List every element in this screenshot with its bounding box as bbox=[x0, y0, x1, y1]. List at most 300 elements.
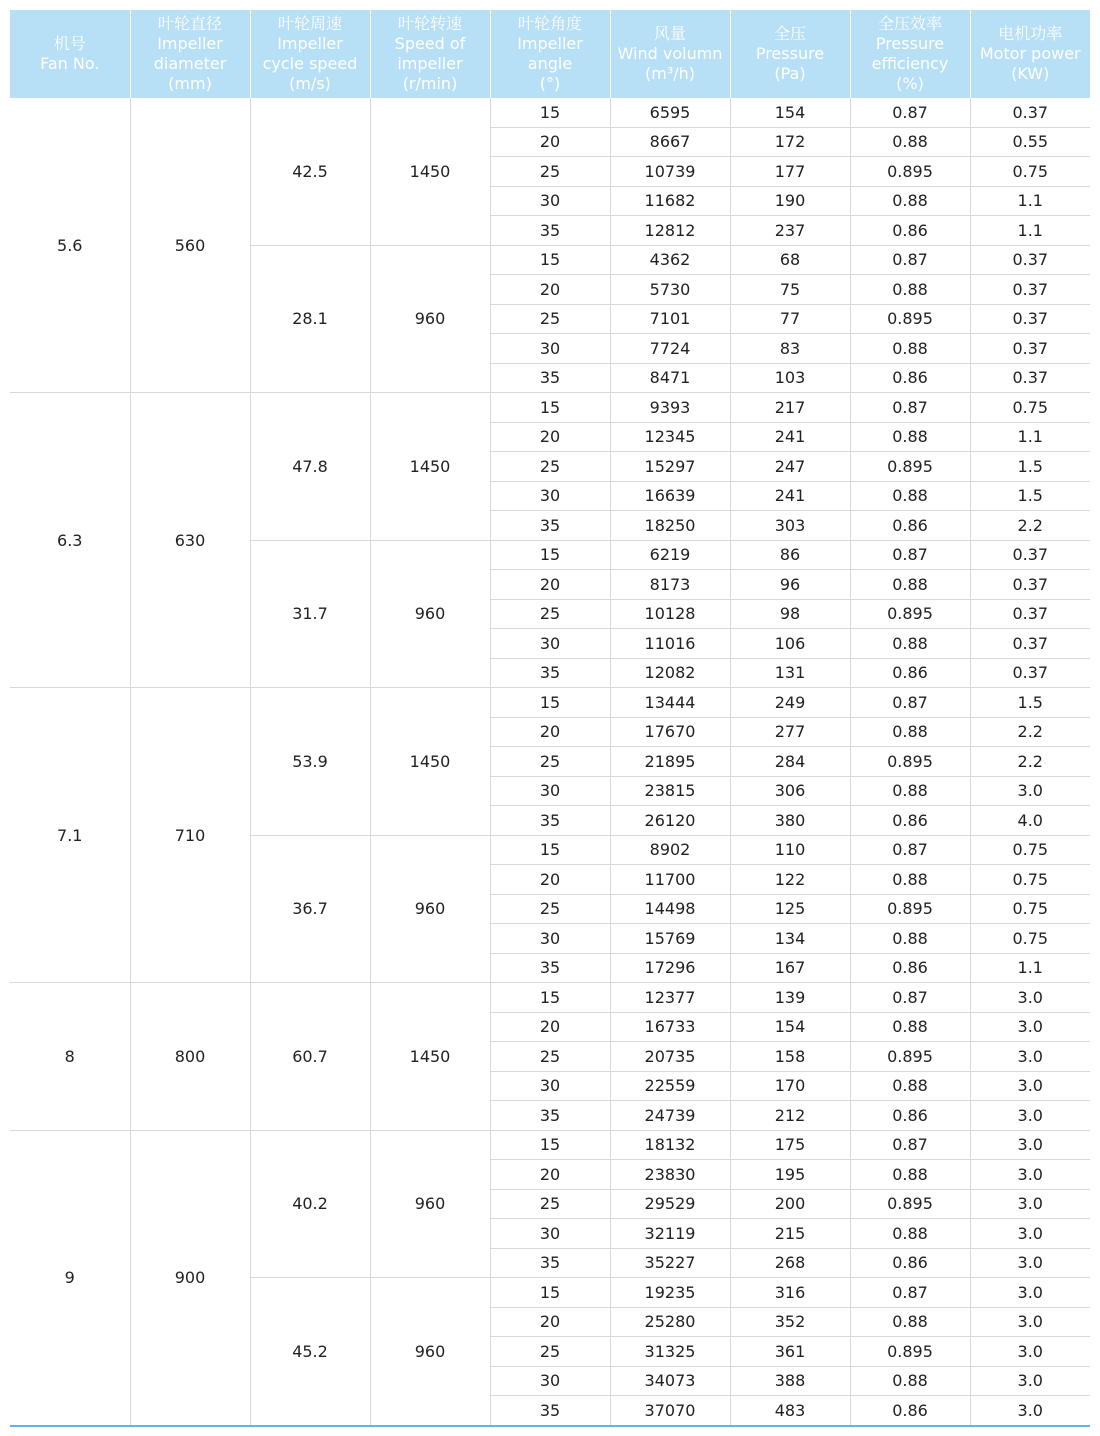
wind-volume-cell: 7101 bbox=[610, 304, 730, 334]
wind-volume-cell: 9393 bbox=[610, 393, 730, 423]
column-header-en: angle bbox=[527, 54, 573, 73]
column-header-cn: 叶轮周速 bbox=[277, 14, 342, 33]
column-header-en: Impeller bbox=[517, 34, 583, 53]
efficiency-cell: 0.88 bbox=[850, 629, 970, 659]
motor-power-cell: 3.0 bbox=[970, 1042, 1090, 1072]
motor-power-cell: 0.75 bbox=[970, 924, 1090, 954]
column-header-en: (KW) bbox=[1011, 64, 1050, 83]
wind-volume-cell: 17670 bbox=[610, 717, 730, 747]
column-header-en: (m³/h) bbox=[644, 64, 695, 83]
impeller-speed-cell: 1450 bbox=[370, 98, 490, 245]
impeller-angle-cell: 25 bbox=[490, 747, 610, 777]
motor-power-cell: 1.5 bbox=[970, 452, 1090, 482]
efficiency-cell: 0.88 bbox=[850, 1071, 970, 1101]
column-header-en: cycle speed bbox=[262, 54, 358, 73]
wind-volume-cell: 24739 bbox=[610, 1101, 730, 1131]
impeller-angle-cell: 30 bbox=[490, 924, 610, 954]
impeller-angle-cell: 15 bbox=[490, 393, 610, 423]
efficiency-cell: 0.895 bbox=[850, 747, 970, 777]
efficiency-cell: 0.87 bbox=[850, 835, 970, 865]
efficiency-cell: 0.88 bbox=[850, 776, 970, 806]
motor-power-cell: 0.37 bbox=[970, 599, 1090, 629]
column-header-cn: 全压效率 bbox=[877, 14, 942, 33]
cycle-speed-cell: 47.8 bbox=[250, 393, 370, 541]
impeller-angle-cell: 20 bbox=[490, 1307, 610, 1337]
column-header-en: efficiency bbox=[871, 54, 949, 73]
wind-volume-cell: 19235 bbox=[610, 1278, 730, 1308]
cycle-speed-cell: 42.5 bbox=[250, 98, 370, 245]
motor-power-cell: 2.2 bbox=[970, 747, 1090, 777]
impeller-angle-cell: 20 bbox=[490, 275, 610, 305]
table-row bbox=[10, 1130, 1090, 1160]
column-header-en: Pressure bbox=[875, 34, 945, 53]
cycle-speed-cell: 53.9 bbox=[250, 688, 370, 836]
impeller-angle-cell: 35 bbox=[490, 216, 610, 246]
column-header-en: Motor power bbox=[979, 44, 1081, 63]
pressure-cell: 86 bbox=[730, 540, 850, 570]
motor-power-cell: 3.0 bbox=[970, 1248, 1090, 1278]
impeller-angle-cell: 35 bbox=[490, 806, 610, 836]
impeller-angle-cell: 20 bbox=[490, 717, 610, 747]
impeller-speed-cell: 960 bbox=[370, 1278, 490, 1426]
pressure-cell: 134 bbox=[730, 924, 850, 954]
column-header-cn: 叶轮直径 bbox=[157, 14, 222, 33]
efficiency-cell: 0.86 bbox=[850, 1101, 970, 1131]
pressure-cell: 110 bbox=[730, 835, 850, 865]
impeller-angle-cell: 15 bbox=[490, 1130, 610, 1160]
impeller-angle-cell: 25 bbox=[490, 304, 610, 334]
motor-power-cell: 0.75 bbox=[970, 157, 1090, 187]
motor-power-cell: 0.37 bbox=[970, 658, 1090, 688]
column-header-en: Speed of bbox=[394, 34, 466, 53]
column-header-en: diameter bbox=[153, 54, 227, 73]
fan-no-cell: 7.1 bbox=[10, 688, 130, 983]
efficiency-cell: 0.87 bbox=[850, 393, 970, 423]
impeller-angle-cell: 15 bbox=[490, 983, 610, 1013]
motor-power-cell: 1.5 bbox=[970, 688, 1090, 718]
pressure-cell: 98 bbox=[730, 599, 850, 629]
wind-volume-cell: 10128 bbox=[610, 599, 730, 629]
efficiency-cell: 0.88 bbox=[850, 1012, 970, 1042]
pressure-cell: 284 bbox=[730, 747, 850, 777]
impeller-angle-cell: 35 bbox=[490, 658, 610, 688]
impeller-angle-cell: 20 bbox=[490, 127, 610, 157]
column-header-en: (%) bbox=[896, 74, 924, 93]
impeller-angle-cell: 35 bbox=[490, 363, 610, 393]
impeller-speed-cell: 960 bbox=[370, 1130, 490, 1278]
motor-power-cell: 2.2 bbox=[970, 717, 1090, 747]
wind-volume-cell: 7724 bbox=[610, 334, 730, 364]
wind-volume-cell: 26120 bbox=[610, 806, 730, 836]
fan-no-cell: 8 bbox=[10, 983, 130, 1131]
header-row bbox=[10, 10, 1090, 98]
motor-power-cell: 3.0 bbox=[970, 1396, 1090, 1426]
efficiency-cell: 0.895 bbox=[850, 304, 970, 334]
wind-volume-cell: 13444 bbox=[610, 688, 730, 718]
column-header-cn: 机号 bbox=[53, 34, 86, 53]
motor-power-cell: 0.37 bbox=[970, 275, 1090, 305]
cycle-speed-cell: 60.7 bbox=[250, 983, 370, 1131]
pressure-cell: 77 bbox=[730, 304, 850, 334]
wind-volume-cell: 12345 bbox=[610, 422, 730, 452]
pressure-cell: 154 bbox=[730, 1012, 850, 1042]
impeller-angle-cell: 20 bbox=[490, 1160, 610, 1190]
wind-volume-cell: 12377 bbox=[610, 983, 730, 1013]
impeller-speed-cell: 960 bbox=[370, 245, 490, 393]
impeller-angle-cell: 15 bbox=[490, 98, 610, 127]
efficiency-cell: 0.88 bbox=[850, 275, 970, 305]
wind-volume-cell: 10739 bbox=[610, 157, 730, 187]
motor-power-cell: 1.1 bbox=[970, 422, 1090, 452]
efficiency-cell: 0.895 bbox=[850, 157, 970, 187]
motor-power-cell: 3.0 bbox=[970, 1130, 1090, 1160]
impeller-angle-cell: 30 bbox=[490, 1219, 610, 1249]
efficiency-cell: 0.86 bbox=[850, 658, 970, 688]
motor-power-cell: 1.1 bbox=[970, 186, 1090, 216]
cycle-speed-cell: 28.1 bbox=[250, 245, 370, 393]
pressure-cell: 200 bbox=[730, 1189, 850, 1219]
efficiency-cell: 0.895 bbox=[850, 1337, 970, 1367]
cycle-speed-cell: 40.2 bbox=[250, 1130, 370, 1278]
efficiency-cell: 0.88 bbox=[850, 1160, 970, 1190]
column-header-cn: 叶轮角度 bbox=[517, 14, 582, 33]
wind-volume-cell: 8667 bbox=[610, 127, 730, 157]
efficiency-cell: 0.86 bbox=[850, 806, 970, 836]
wind-volume-cell: 5730 bbox=[610, 275, 730, 305]
pressure-cell: 172 bbox=[730, 127, 850, 157]
column-header-en: Wind volumn bbox=[617, 44, 723, 63]
efficiency-cell: 0.87 bbox=[850, 983, 970, 1013]
pressure-cell: 68 bbox=[730, 245, 850, 275]
pressure-cell: 241 bbox=[730, 481, 850, 511]
efficiency-cell: 0.87 bbox=[850, 1130, 970, 1160]
efficiency-cell: 0.87 bbox=[850, 1278, 970, 1308]
impeller-diameter-cell: 800 bbox=[130, 983, 250, 1131]
motor-power-cell: 3.0 bbox=[970, 1278, 1090, 1308]
impeller-diameter-cell: 630 bbox=[130, 393, 250, 688]
wind-volume-cell: 6595 bbox=[610, 98, 730, 127]
wind-volume-cell: 37070 bbox=[610, 1396, 730, 1426]
wind-volume-cell: 11682 bbox=[610, 186, 730, 216]
table-body bbox=[10, 98, 1090, 1426]
impeller-diameter-cell: 710 bbox=[130, 688, 250, 983]
motor-power-cell: 0.75 bbox=[970, 894, 1090, 924]
cycle-speed-cell: 31.7 bbox=[250, 540, 370, 688]
fan-no-cell: 9 bbox=[10, 1130, 130, 1426]
impeller-angle-cell: 25 bbox=[490, 599, 610, 629]
motor-power-cell: 0.75 bbox=[970, 835, 1090, 865]
wind-volume-cell: 35227 bbox=[610, 1248, 730, 1278]
column-header-cn: 电机功率 bbox=[998, 24, 1063, 43]
impeller-angle-cell: 25 bbox=[490, 452, 610, 482]
impeller-angle-cell: 20 bbox=[490, 570, 610, 600]
motor-power-cell: 3.0 bbox=[970, 1366, 1090, 1396]
column-header-cn: 叶轮转速 bbox=[397, 14, 462, 33]
pressure-cell: 361 bbox=[730, 1337, 850, 1367]
pressure-cell: 352 bbox=[730, 1307, 850, 1337]
column-header bbox=[730, 10, 850, 98]
impeller-angle-cell: 25 bbox=[490, 1189, 610, 1219]
impeller-speed-cell: 1450 bbox=[370, 688, 490, 836]
impeller-diameter-cell: 560 bbox=[130, 98, 250, 393]
motor-power-cell: 0.75 bbox=[970, 393, 1090, 423]
wind-volume-cell: 29529 bbox=[610, 1189, 730, 1219]
efficiency-cell: 0.88 bbox=[850, 334, 970, 364]
pressure-cell: 83 bbox=[730, 334, 850, 364]
pressure-cell: 103 bbox=[730, 363, 850, 393]
efficiency-cell: 0.88 bbox=[850, 1366, 970, 1396]
fan-spec-sheet bbox=[10, 10, 1090, 1427]
table-row bbox=[10, 983, 1090, 1013]
pressure-cell: 241 bbox=[730, 422, 850, 452]
pressure-cell: 131 bbox=[730, 658, 850, 688]
motor-power-cell: 0.37 bbox=[970, 363, 1090, 393]
column-header-en: (r/min) bbox=[402, 74, 458, 93]
efficiency-cell: 0.87 bbox=[850, 98, 970, 127]
efficiency-cell: 0.895 bbox=[850, 1189, 970, 1219]
pressure-cell: 483 bbox=[730, 1396, 850, 1426]
pressure-cell: 167 bbox=[730, 953, 850, 983]
wind-volume-cell: 17296 bbox=[610, 953, 730, 983]
motor-power-cell: 0.37 bbox=[970, 570, 1090, 600]
wind-volume-cell: 11700 bbox=[610, 865, 730, 895]
wind-volume-cell: 4362 bbox=[610, 245, 730, 275]
column-header-en: (°) bbox=[539, 74, 561, 93]
efficiency-cell: 0.88 bbox=[850, 127, 970, 157]
motor-power-cell: 3.0 bbox=[970, 1219, 1090, 1249]
impeller-angle-cell: 25 bbox=[490, 1337, 610, 1367]
efficiency-cell: 0.87 bbox=[850, 540, 970, 570]
motor-power-cell: 0.37 bbox=[970, 98, 1090, 127]
wind-volume-cell: 21895 bbox=[610, 747, 730, 777]
impeller-angle-cell: 15 bbox=[490, 835, 610, 865]
efficiency-cell: 0.88 bbox=[850, 865, 970, 895]
efficiency-cell: 0.88 bbox=[850, 481, 970, 511]
wind-volume-cell: 31325 bbox=[610, 1337, 730, 1367]
wind-volume-cell: 8471 bbox=[610, 363, 730, 393]
pressure-cell: 175 bbox=[730, 1130, 850, 1160]
wind-volume-cell: 14498 bbox=[610, 894, 730, 924]
motor-power-cell: 3.0 bbox=[970, 1012, 1090, 1042]
pressure-cell: 96 bbox=[730, 570, 850, 600]
table-row bbox=[10, 98, 1090, 127]
impeller-angle-cell: 20 bbox=[490, 422, 610, 452]
efficiency-cell: 0.88 bbox=[850, 570, 970, 600]
pressure-cell: 215 bbox=[730, 1219, 850, 1249]
column-header-en: (mm) bbox=[168, 74, 212, 93]
motor-power-cell: 4.0 bbox=[970, 806, 1090, 836]
motor-power-cell: 0.37 bbox=[970, 629, 1090, 659]
efficiency-cell: 0.86 bbox=[850, 216, 970, 246]
column-header-en: Pressure bbox=[755, 44, 825, 63]
wind-volume-cell: 23830 bbox=[610, 1160, 730, 1190]
pressure-cell: 237 bbox=[730, 216, 850, 246]
wind-volume-cell: 18250 bbox=[610, 511, 730, 541]
table-row bbox=[10, 688, 1090, 718]
impeller-angle-cell: 25 bbox=[490, 894, 610, 924]
impeller-angle-cell: 30 bbox=[490, 1366, 610, 1396]
impeller-angle-cell: 35 bbox=[490, 1101, 610, 1131]
impeller-angle-cell: 30 bbox=[490, 334, 610, 364]
column-header-en: Impeller bbox=[277, 34, 343, 53]
column-header bbox=[130, 10, 250, 98]
impeller-speed-cell: 1450 bbox=[370, 983, 490, 1131]
efficiency-cell: 0.88 bbox=[850, 1219, 970, 1249]
wind-volume-cell: 34073 bbox=[610, 1366, 730, 1396]
pressure-cell: 306 bbox=[730, 776, 850, 806]
pressure-cell: 247 bbox=[730, 452, 850, 482]
pressure-cell: 190 bbox=[730, 186, 850, 216]
motor-power-cell: 1.1 bbox=[970, 216, 1090, 246]
column-header bbox=[370, 10, 490, 98]
impeller-diameter-cell: 900 bbox=[130, 1130, 250, 1426]
cycle-speed-cell: 45.2 bbox=[250, 1278, 370, 1426]
fan-no-cell: 5.6 bbox=[10, 98, 130, 393]
motor-power-cell: 3.0 bbox=[970, 776, 1090, 806]
column-header-en: Impeller bbox=[157, 34, 223, 53]
impeller-angle-cell: 35 bbox=[490, 1396, 610, 1426]
table-header bbox=[10, 10, 1090, 98]
motor-power-cell: 3.0 bbox=[970, 1307, 1090, 1337]
wind-volume-cell: 22559 bbox=[610, 1071, 730, 1101]
efficiency-cell: 0.88 bbox=[850, 924, 970, 954]
impeller-angle-cell: 25 bbox=[490, 1042, 610, 1072]
motor-power-cell: 0.75 bbox=[970, 865, 1090, 895]
pressure-cell: 316 bbox=[730, 1278, 850, 1308]
pressure-cell: 125 bbox=[730, 894, 850, 924]
pressure-cell: 249 bbox=[730, 688, 850, 718]
motor-power-cell: 1.5 bbox=[970, 481, 1090, 511]
pressure-cell: 106 bbox=[730, 629, 850, 659]
efficiency-cell: 0.88 bbox=[850, 717, 970, 747]
wind-volume-cell: 15297 bbox=[610, 452, 730, 482]
impeller-speed-cell: 960 bbox=[370, 540, 490, 688]
wind-volume-cell: 15769 bbox=[610, 924, 730, 954]
pressure-cell: 170 bbox=[730, 1071, 850, 1101]
pressure-cell: 217 bbox=[730, 393, 850, 423]
pressure-cell: 277 bbox=[730, 717, 850, 747]
impeller-angle-cell: 15 bbox=[490, 688, 610, 718]
table-row bbox=[10, 393, 1090, 423]
pressure-cell: 303 bbox=[730, 511, 850, 541]
column-header-en: impeller bbox=[397, 54, 463, 73]
pressure-cell: 380 bbox=[730, 806, 850, 836]
wind-volume-cell: 8173 bbox=[610, 570, 730, 600]
wind-volume-cell: 12812 bbox=[610, 216, 730, 246]
wind-volume-cell: 6219 bbox=[610, 540, 730, 570]
efficiency-cell: 0.86 bbox=[850, 1248, 970, 1278]
impeller-angle-cell: 20 bbox=[490, 865, 610, 895]
efficiency-cell: 0.895 bbox=[850, 894, 970, 924]
motor-power-cell: 3.0 bbox=[970, 1189, 1090, 1219]
pressure-cell: 122 bbox=[730, 865, 850, 895]
impeller-angle-cell: 20 bbox=[490, 1012, 610, 1042]
column-header-cn: 风量 bbox=[653, 24, 686, 43]
column-header bbox=[970, 10, 1090, 98]
column-header bbox=[610, 10, 730, 98]
efficiency-cell: 0.88 bbox=[850, 186, 970, 216]
impeller-speed-cell: 960 bbox=[370, 835, 490, 983]
motor-power-cell: 3.0 bbox=[970, 983, 1090, 1013]
column-header bbox=[10, 10, 130, 98]
column-header-en: Fan No. bbox=[40, 54, 100, 73]
motor-power-cell: 0.37 bbox=[970, 540, 1090, 570]
efficiency-cell: 0.87 bbox=[850, 688, 970, 718]
wind-volume-cell: 25280 bbox=[610, 1307, 730, 1337]
motor-power-cell: 3.0 bbox=[970, 1337, 1090, 1367]
impeller-angle-cell: 30 bbox=[490, 629, 610, 659]
column-header-cn: 全压 bbox=[773, 24, 806, 43]
wind-volume-cell: 18132 bbox=[610, 1130, 730, 1160]
motor-power-cell: 3.0 bbox=[970, 1071, 1090, 1101]
column-header bbox=[490, 10, 610, 98]
motor-power-cell: 0.37 bbox=[970, 334, 1090, 364]
wind-volume-cell: 20735 bbox=[610, 1042, 730, 1072]
column-header-en: (Pa) bbox=[774, 64, 806, 83]
motor-power-cell: 3.0 bbox=[970, 1160, 1090, 1190]
efficiency-cell: 0.88 bbox=[850, 1307, 970, 1337]
impeller-angle-cell: 30 bbox=[490, 481, 610, 511]
pressure-cell: 177 bbox=[730, 157, 850, 187]
efficiency-cell: 0.88 bbox=[850, 422, 970, 452]
pressure-cell: 154 bbox=[730, 98, 850, 127]
column-header bbox=[250, 10, 370, 98]
motor-power-cell: 2.2 bbox=[970, 511, 1090, 541]
cycle-speed-cell: 36.7 bbox=[250, 835, 370, 983]
wind-volume-cell: 11016 bbox=[610, 629, 730, 659]
wind-volume-cell: 32119 bbox=[610, 1219, 730, 1249]
pressure-cell: 195 bbox=[730, 1160, 850, 1190]
impeller-angle-cell: 15 bbox=[490, 245, 610, 275]
efficiency-cell: 0.86 bbox=[850, 1396, 970, 1426]
impeller-angle-cell: 35 bbox=[490, 1248, 610, 1278]
impeller-angle-cell: 30 bbox=[490, 186, 610, 216]
motor-power-cell: 0.37 bbox=[970, 245, 1090, 275]
efficiency-cell: 0.86 bbox=[850, 363, 970, 393]
pressure-cell: 212 bbox=[730, 1101, 850, 1131]
efficiency-cell: 0.86 bbox=[850, 511, 970, 541]
impeller-angle-cell: 15 bbox=[490, 1278, 610, 1308]
wind-volume-cell: 16639 bbox=[610, 481, 730, 511]
wind-volume-cell: 23815 bbox=[610, 776, 730, 806]
efficiency-cell: 0.87 bbox=[850, 245, 970, 275]
motor-power-cell: 3.0 bbox=[970, 1101, 1090, 1131]
efficiency-cell: 0.895 bbox=[850, 599, 970, 629]
pressure-cell: 139 bbox=[730, 983, 850, 1013]
impeller-angle-cell: 25 bbox=[490, 157, 610, 187]
fan-performance-table bbox=[10, 10, 1090, 1427]
wind-volume-cell: 16733 bbox=[610, 1012, 730, 1042]
motor-power-cell: 1.1 bbox=[970, 953, 1090, 983]
impeller-angle-cell: 30 bbox=[490, 1071, 610, 1101]
wind-volume-cell: 8902 bbox=[610, 835, 730, 865]
impeller-speed-cell: 1450 bbox=[370, 393, 490, 541]
pressure-cell: 75 bbox=[730, 275, 850, 305]
impeller-angle-cell: 35 bbox=[490, 511, 610, 541]
fan-no-cell: 6.3 bbox=[10, 393, 130, 688]
column-header bbox=[850, 10, 970, 98]
impeller-angle-cell: 30 bbox=[490, 776, 610, 806]
pressure-cell: 158 bbox=[730, 1042, 850, 1072]
pressure-cell: 388 bbox=[730, 1366, 850, 1396]
impeller-angle-cell: 35 bbox=[490, 953, 610, 983]
efficiency-cell: 0.86 bbox=[850, 953, 970, 983]
motor-power-cell: 0.55 bbox=[970, 127, 1090, 157]
column-header-en: (m/s) bbox=[289, 74, 331, 93]
wind-volume-cell: 12082 bbox=[610, 658, 730, 688]
motor-power-cell: 0.37 bbox=[970, 304, 1090, 334]
efficiency-cell: 0.895 bbox=[850, 1042, 970, 1072]
